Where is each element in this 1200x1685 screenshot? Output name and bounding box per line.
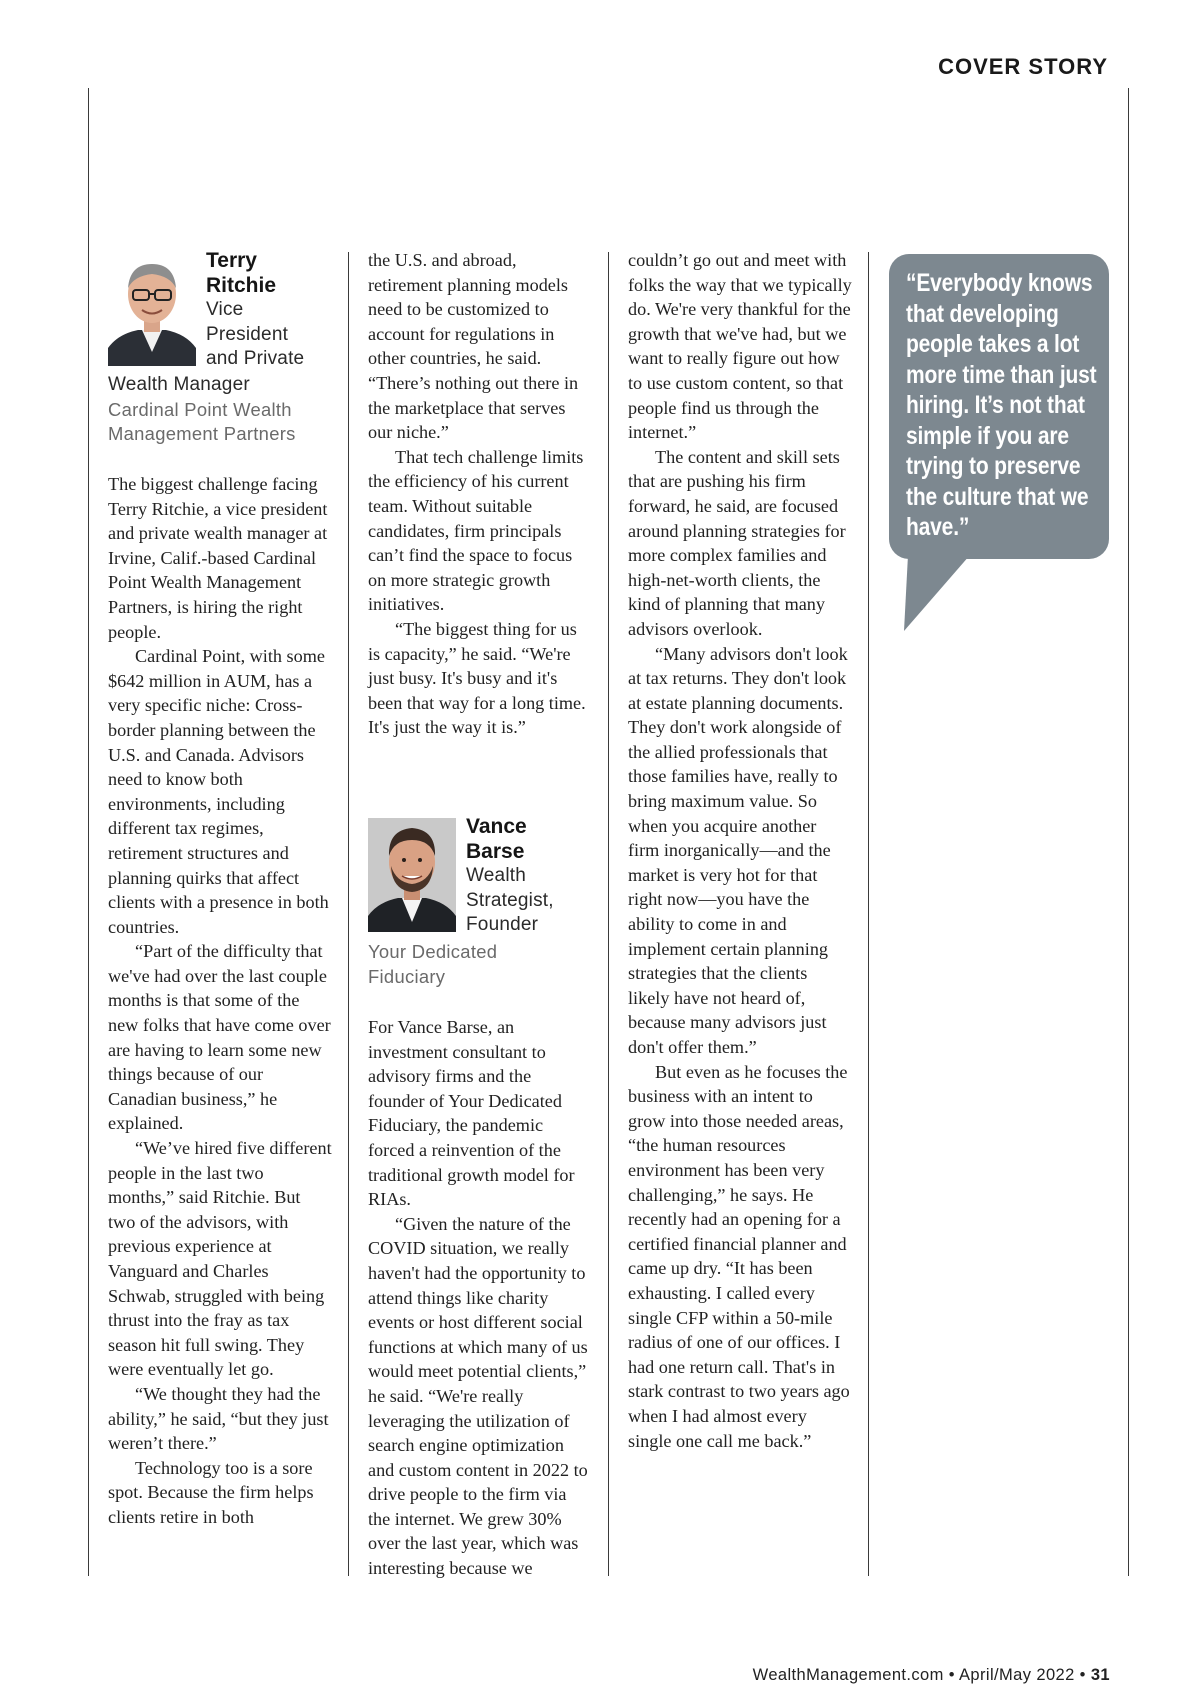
terry-company-line: Cardinal Point Wealth	[108, 398, 292, 420]
terry-ritchie-photo	[108, 252, 196, 366]
footer-separator: •	[1079, 1666, 1086, 1684]
section-label: COVER STORY	[938, 54, 1108, 79]
footer-site: WealthManagement.com	[752, 1666, 944, 1684]
vance-company-line: Your Dedicated	[368, 941, 498, 962]
page-footer	[753, 1666, 1110, 1685]
article-paragraph: “We’ve hired five different people in the last two months,” said Ritchie. But two of the advisors, with previous experience at Vanguard and Charles Schwab, struggled with being thrust into the fray as tax season hit full swing. They were eventually let go.	[108, 1138, 332, 1380]
article-paragraph: couldn’t go out and meet with folks the way that we typically do. We're very thankful for the growth that we've had, but we want to really figure out how to use custom content, so that people find us through the internet.”	[628, 250, 852, 443]
article-column-3	[628, 248, 852, 1453]
article-paragraph: The biggest challenge facing Terry Ritchie, a vice president and private wealth manager at Irvine, Calif.-based Cardinal Point Wealth Management Partners, is hiring the right people.	[108, 474, 328, 642]
article-paragraph: But even as he focuses the business with an intent to grow into those needed areas, “the human resources environment has been very challenging,” he says. He recently had an opening for a certified financial planner and came up dry. “It has been exhausting. I called every single CFP within a 50-mile radius of one of our offices. I had one return call. That's in stark contrast to two years ago when I had almost every single one call me back.”	[628, 1061, 850, 1451]
terry-title-line: Vice	[206, 299, 244, 320]
article-paragraph: That tech challenge limits the efficiency of his current team. Without suitable candidates, firm principals can’t find the space to focus on more strategic growth initiatives.	[368, 446, 584, 615]
article-paragraph: the U.S. and abroad, retirement planning models need to be customized to account for regulations in other countries, he said. “There’s nothing out there in the marketplace that serves our niche.”	[368, 250, 579, 443]
footer-issue: April/May 2022	[959, 1666, 1075, 1684]
vance-title-line: Wealth	[466, 865, 526, 886]
article-column-2-top	[368, 248, 592, 740]
vance-company-line: Fiduciary	[368, 965, 446, 987]
article-paragraph: Cardinal Point, with some $642 million in AUM, has a very specific niche: Cross-border planning between the U.S. and Canada. Advisors need to know both environments, including different tax regimes, retirement structures and planning quirks that affect clients with a presence in both countries.	[108, 646, 329, 937]
vance-name-last: Barse	[466, 840, 525, 863]
terry-title-tail: Wealth Manager	[108, 374, 250, 395]
page-number: 31	[1090, 1666, 1110, 1684]
terry-company-line: Management Partners	[108, 423, 296, 445]
article-paragraph: “Given the nature of the COVID situation, we really haven't had the opportunity to attend things like charity events or host different social functions at which many of us would meet potential clients,” he said. “We're really leveraging the utilization of search engine optimization and custom content in 2022 to drive people to the firm via the internet. We grew 30% over the last year, which was interesting because we	[368, 1213, 588, 1579]
column-rule-1	[348, 252, 349, 1576]
article-paragraph: For Vance Barse, an investment consultant to advisory firms and the founder of Your Dedicated Fiduciary, the pandemic forced a reinvention of the traditional growth model for RIAs.	[368, 1017, 575, 1210]
article-paragraph: “The biggest thing for us is capacity,” he said. “We're just busy. It's busy and it's been that way for a long time. It's just the way it is.”	[368, 618, 586, 738]
column-rule-3	[868, 252, 869, 1576]
terry-title-line: President	[206, 323, 289, 345]
vance-name-first: Vance	[466, 815, 527, 838]
pull-quote-tail	[900, 555, 980, 635]
vance-barse-photo	[368, 818, 456, 932]
column-rule-2	[608, 252, 609, 1576]
column-rule-right	[1128, 88, 1129, 1576]
terry-title-line: and Private	[206, 348, 305, 370]
terry-name-last: Ritchie	[206, 274, 277, 297]
article-column-2-bottom	[368, 1015, 592, 1581]
footer-separator: •	[948, 1666, 955, 1684]
article-paragraph: The content and skill sets that are pushing his firm forward, he said, are focused around planning strategies for more complex families and high-net-worth clients, the kind of planning that many advisors overlook.	[628, 446, 846, 639]
article-paragraph: “Part of the difficulty that we've had over the last couple months is that some of the new folks that have come over are having to learn some new things because of our Canadian business,” he explained.	[108, 941, 331, 1134]
article-paragraph: Technology too is a sore spot. Because the firm helps clients retire in both	[108, 1457, 314, 1527]
article-paragraph: “We thought they had the ability,” he said, “but they just weren’t there.”	[108, 1383, 329, 1454]
article-column-1	[108, 472, 332, 1530]
terry-name-first: Terry	[206, 249, 257, 272]
column-rule-left	[88, 88, 89, 1576]
vance-title-line: Founder	[466, 914, 539, 936]
pull-quote-text: “Everybody knows that developing people takes a lot more time than just hiring. It’s not that simple if you are trying to preserve the culture that we have.”	[906, 269, 1097, 541]
vance-title-line: Strategist,	[466, 889, 554, 911]
article-paragraph: “Many advisors don't look at tax returns. They don't look at estate planning documents. They don't work alongside of the allied professionals that those families have, really to bring maximum value. So when you acquire another firm inorganically—and the market is very hot for that right now—you have the ability to come in and implement certain planning strategies that the clients likely have not heard of, because many advisors just don't offer them.”	[628, 643, 848, 1057]
